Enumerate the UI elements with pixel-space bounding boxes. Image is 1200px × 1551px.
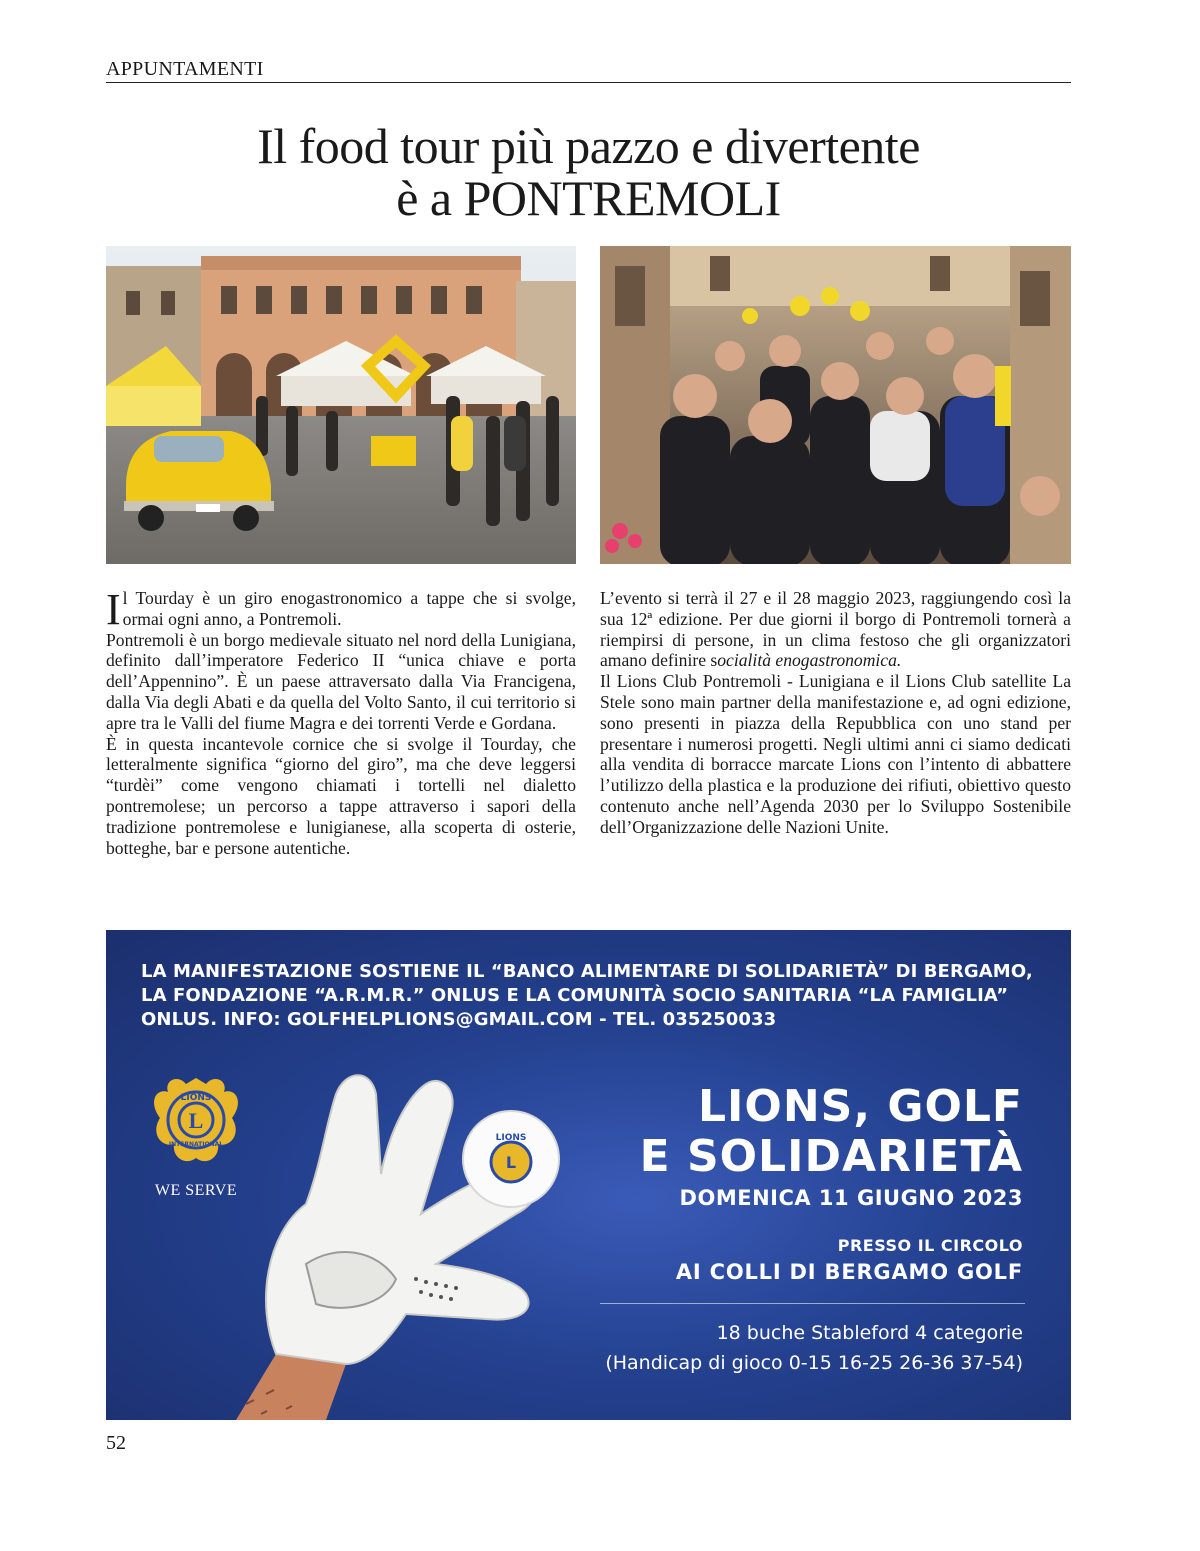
ad-details-line-2: (Handicap di gioco 0-15 16-25 26-36 37-54) (605, 1352, 1023, 1374)
ball-logo-letter: L (505, 1153, 517, 1172)
paragraph-lions-club: Il Lions Club Pontremoli - Lunigiana e il Lions Club satellite La Stele sono main partner della manifestazione e, ad ogni edizione, sono presenti in piazza della Repubblica con uno stand per presentare i numerosi progetti. Negli ultimi anni ci siamo dedicati alla vendita di borracce marcate Lions con l’intento di abbattere l’utilizzo della plastica e la produzione dei rifiuti, obiettivo questo contenuto anche nell’Agenda 2030 per lo Sviluppo Sostenibile dell’Organizzazione delle Nazioni Unite. (600, 671, 1071, 837)
section-divider (106, 82, 1071, 83)
logo-letter: L (188, 1108, 204, 1133)
ad-divider (600, 1303, 1025, 1304)
paragraph-event-dates (600, 588, 1071, 671)
golf-event-advertisement (106, 930, 1071, 1420)
paragraph-intro (106, 585, 576, 634)
article-column-left (106, 585, 576, 858)
piazza-photo (106, 246, 576, 564)
crowd-photo (600, 246, 1071, 564)
headline-line-2: è a PONTREMOLI (396, 170, 781, 226)
ad-details (605, 1318, 1023, 1378)
lions-international-logo (146, 1072, 246, 1172)
ad-title-line-1: LIONS, GOLF (698, 1081, 1023, 1132)
drop-cap: I (106, 585, 121, 634)
page-number: 52 (106, 1432, 126, 1454)
paragraph-event-dates-text: L’evento si terrà il 27 e il 28 maggio 2023, raggiungendo così la sua 12ª edizione. Per due giorni il borgo di Pontremoli tornerà a riempirsi di persone, in un clima festoso che gli organizzatori amano definire s (600, 588, 1071, 671)
ad-venue-prefix: PRESSO IL CIRCOLO (837, 1236, 1023, 1255)
ad-venue: AI COLLI DI BERGAMO GOLF (675, 1260, 1023, 1284)
paragraph-intro-text: l Tourday è un giro enogastronomico a tappe che si svolge, ormai ogni anno, a Pontremoli. (122, 588, 576, 629)
headline-line-1: Il food tour più pazzo e divertente (257, 118, 920, 174)
ad-notice: LA MANIFESTAZIONE SOSTIENE IL “BANCO ALIMENTARE DI SOLIDARIETÀ” DI BERGAMO, LA FONDAZIONE “A.R.M.R.” ONLUS E LA COMUNITÀ SOCIO SANITARIA “LA FAMIGLIA” ONLUS. INFO: GOLFHELPLIONS@GMAIL.COM - TEL. 035250033 (141, 961, 1033, 1030)
lions-motto: WE SERVE (154, 1182, 238, 1199)
golf-glove-illustration (236, 1064, 566, 1420)
paragraph-pontremoli: Pontremoli è un borgo medievale situato nel nord della Lunigiana, definito dall’imperatore Federico II “unica chiave e porta dell’Appennino”. È un paese attraversato dalla Via Francigena, dalla Via degli Abati e da quella del Volto Santo, il cui territorio si apre tra le Valli del fiume Magra e dei torrenti Verde e Gordana. (106, 629, 576, 733)
logo-top-text: LIONS (180, 1093, 212, 1103)
ad-event-date: DOMENICA 11 GIUGNO 2023 (679, 1186, 1023, 1210)
paragraph-tourday: È in questa incantevole cornice che si svolge il Tourday, che letteralmente significa “giorno del giro”, ma che deve leggersi “turdèi” come vengono chiamati i tortelli nel dialetto pontremolese; un percorso a tappe attraverso i sapori della tradizione pontremolese e lunigianese, alla scoperta di osterie, botteghe, bar e persone autentiche. (106, 733, 576, 858)
paragraph-event-dates-italic: ocialità enogastronomica. (717, 650, 902, 671)
ad-details-line-1: 18 buche Stableford 4 categorie (716, 1322, 1023, 1344)
article-column-right (600, 588, 1071, 838)
ad-title-line-2: E SOLIDARIETÀ (639, 1131, 1023, 1182)
article-headline (106, 120, 1071, 224)
section-label: APPUNTAMENTI (106, 58, 264, 80)
ad-title (640, 1082, 1023, 1182)
ball-logo-text: LIONS (495, 1133, 527, 1143)
logo-bottom-text: INTERNATIONAL (168, 1141, 224, 1148)
